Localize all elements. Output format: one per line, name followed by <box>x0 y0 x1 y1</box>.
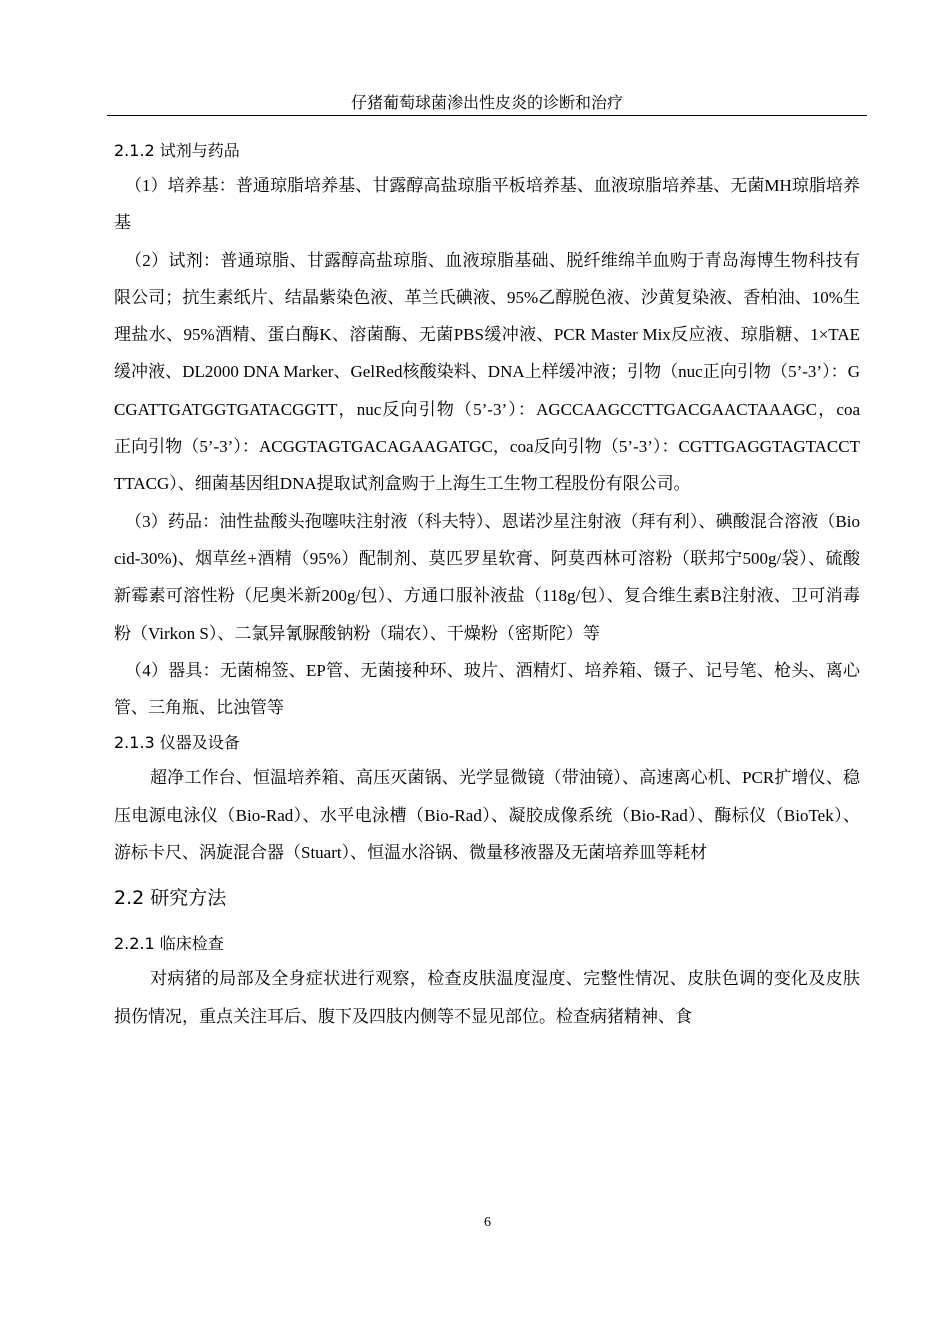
page-number: 6 <box>484 1215 491 1230</box>
paragraph-clinical-exam: 对病猪的局部及全身症状进行观察，检查皮肤温度湿度、完整性情况、皮肤色调的变化及皮肤损伤情况，重点关注耳后、腹下及四肢内侧等不显见部位。检查病猪精神、食 <box>114 969 860 1026</box>
section-heading-2-1-2: 2.1.2 试剂与药品 <box>114 141 240 160</box>
paragraph-culture-media: （1）培养基：普通琼脂培养基、甘露醇高盐琼脂平板培养基、血液琼脂培养基、无菌MH琼脂培养基 <box>114 176 860 233</box>
section-heading-2-1-3: 2.1.3 仪器及设备 <box>114 733 240 753</box>
paragraph-drugs: （3）药品：油性盐酸头孢噻呋注射液（科夫特）、恩诺沙星注射液（拜有利）、碘酸混合溶液（Biocid-30%)、烟草丝+酒精（95%）配制剂、莫匹罗星软膏、阿莫西林可溶粉（联邦宁500g/袋）、硫酸新霉素可溶性粉（尼奥米新200g/包）、方通口服补液盐（118g/包）、复合维生素B注射液、卫可消毒粉（Virkon S）、二氯异氰脲酸钠粉（瑞农）、干燥粉（密斯陀）等 <box>114 511 860 643</box>
document-body <box>114 134 860 1035</box>
section-heading-2-2: 2.2 研究方法 <box>114 887 227 910</box>
running-title: 仔猪葡萄球菌渗出性皮炎的诊断和治疗 <box>350 95 623 112</box>
page-header <box>107 93 867 116</box>
section-heading-2-2-1: 2.2.1 临床检查 <box>114 934 224 954</box>
paragraph-tools: （4）器具：无菌棉签、EP管、无菌接种环、玻片、酒精灯、培养箱、镊子、记号笔、枪头、离心管、三角瓶、比浊管等 <box>114 660 860 718</box>
paragraph-reagents: （2）试剂：普通琼脂、甘露醇高盐琼脂、血液琼脂基础、脱纤维绵羊血购于青岛海博生物科技有限公司；抗生素纸片、结晶紫染色液、革兰氏碘液、95%乙醇脱色液、沙黄复染液、香柏油、10%生理盐水、95%酒精、蛋白酶K、溶菌酶、无菌PBS缓冲液、PCR Master Mix反应液、琼脂糖、1×TAE缓冲液、DL2000 DNA Marker、GelRed核酸染料、DNA上样缓冲液；引物（nuc正向引物（5’-3’）：GCGATTGATGGTGATACGGTT，nuc反向引物（5’-3’）：AGCCAAGCCTTGACGAACTAAAGC，coa正向引物（5’-3’）：ACGGTAGTGACAGAAGATGC，coa反向引物（5’-3’）：CGTTGAGGTAGTACCTTTACG）、细菌基因组DNA提取试剂盒购于上海生工生物工程股份有限公司。 <box>114 250 860 494</box>
paragraph-instruments: 超净工作台、恒温培养箱、高压灭菌锅、光学显微镜（带油镜）、高速离心机、PCR扩增仪、稳压电源电泳仪（Bio-Rad）、水平电泳槽（Bio-Rad）、凝胶成像系统（Bio-Rad）、酶标仪（BioTek）、游标卡尺、涡旋混合器（Stuart）、恒温水浴锅、微量移液器及无菌培养皿等耗材 <box>114 768 860 863</box>
